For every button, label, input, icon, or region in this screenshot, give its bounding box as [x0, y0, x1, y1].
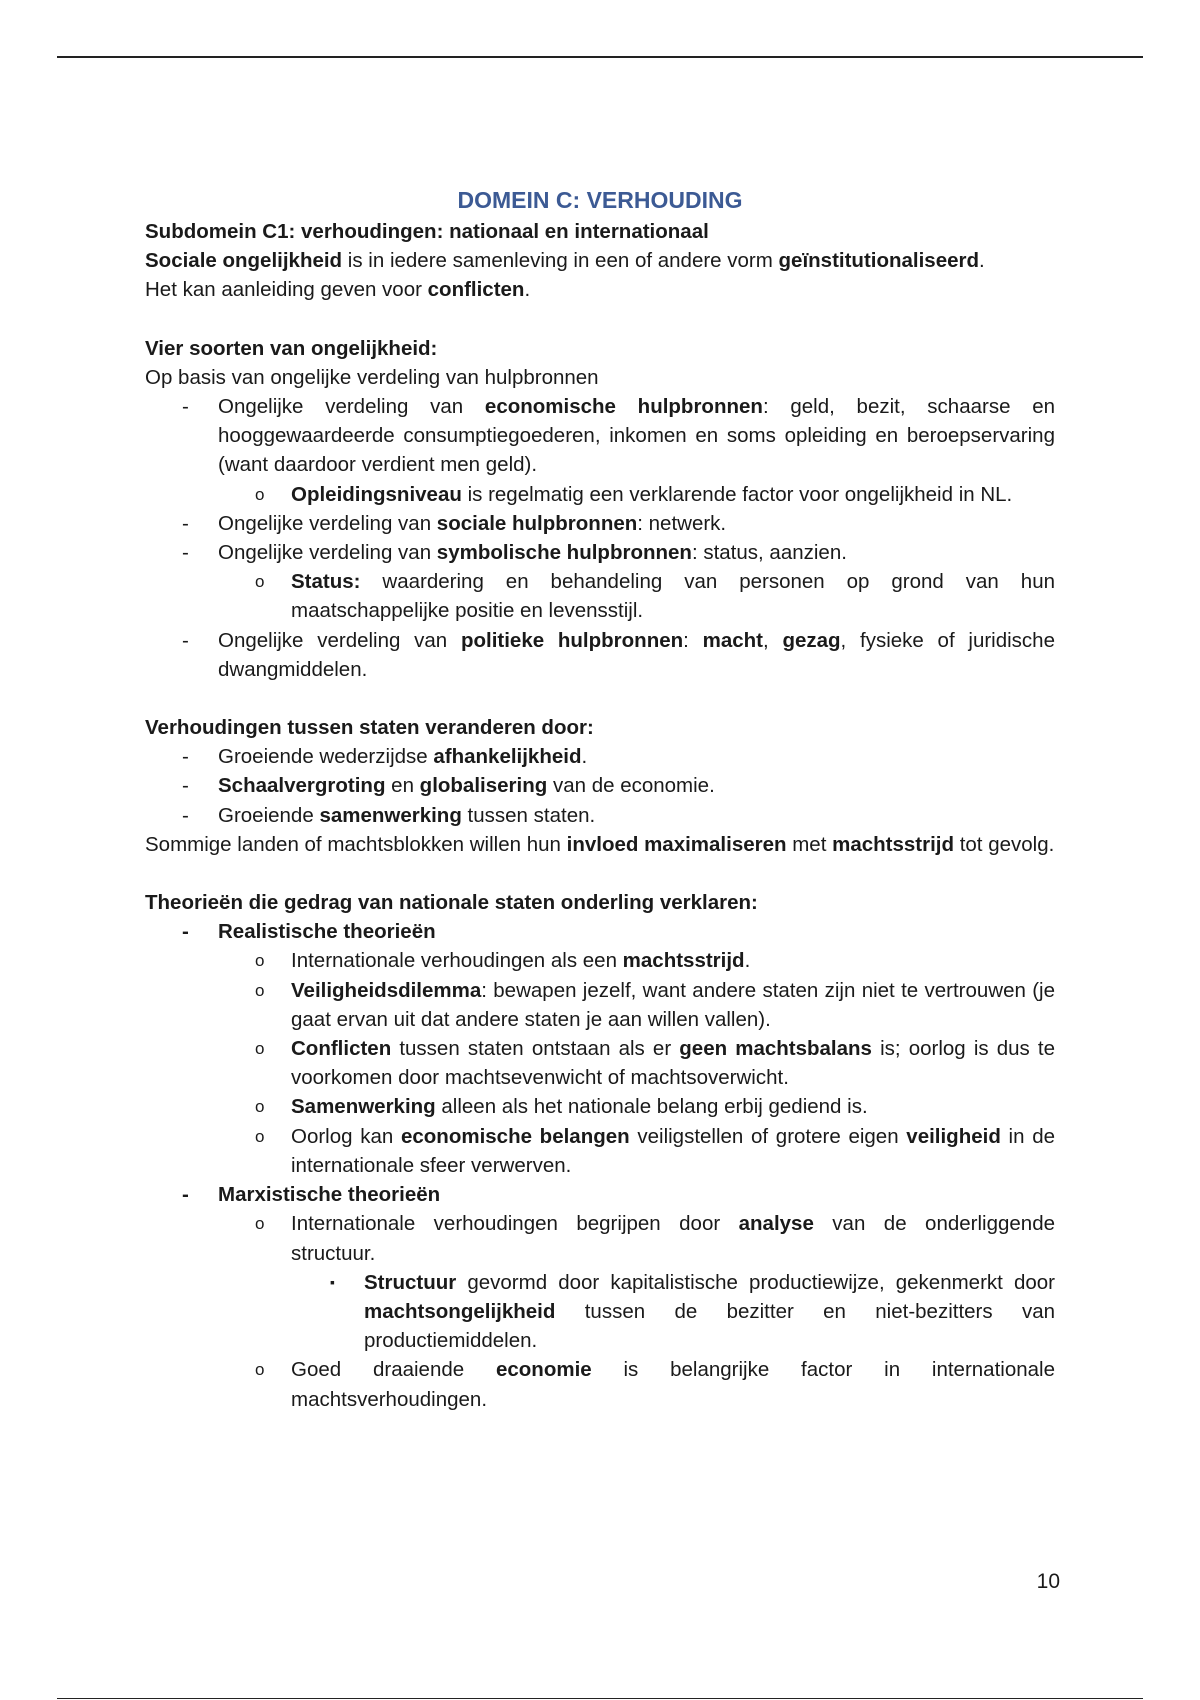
- circle-bullet: o: [255, 484, 265, 504]
- circle-bullet: o: [255, 1039, 265, 1059]
- section-heading-staten: Verhoudingen tussen staten veranderen door:: [145, 716, 594, 740]
- dash-bullet: -: [182, 803, 189, 827]
- list-item: o Goed draaiende economie is belangrijke factor in internationale machtsverhoudingen.: [145, 1355, 1055, 1413]
- dash-bullet: -: [182, 628, 189, 652]
- ongelijkheid-lead: Op basis van ongelijke verdeling van hulpbronnen: [145, 365, 599, 389]
- circle-bullet: o: [255, 1214, 265, 1234]
- dash-bullet: -: [182, 395, 189, 419]
- circle-bullet: o: [255, 1126, 265, 1146]
- list-item: - Ongelijke verdeling van symbolische hulpbronnen: status, aanzien.: [145, 538, 1055, 567]
- list-item: - Ongelijke verdeling van politieke hulpbronnen: macht, gezag, fysieke of juridische dwangmiddelen.: [145, 626, 1055, 684]
- list-item: - Groeiende samenwerking tussen staten.: [145, 801, 1055, 830]
- header-rule: [57, 56, 1143, 58]
- circle-bullet: o: [255, 572, 265, 592]
- section-heading-ongelijkheid: Vier soorten van ongelijkheid:: [145, 336, 438, 360]
- list-item: o Internationale verhoudingen als een machtsstrijd.: [145, 946, 1055, 975]
- section-heading-theorieen: Theorieën die gedrag van nationale staten onderling verklaren:: [145, 891, 758, 915]
- list-item: - Schaalvergroting en globalisering van de economie.: [145, 771, 1055, 800]
- subdomain-heading: Subdomein C1: verhoudingen: nationaal en internationaal: [145, 220, 709, 243]
- list-item: o Oorlog kan economische belangen veiligstellen of grotere eigen veiligheid in de internationale sfeer verwerven.: [145, 1122, 1055, 1180]
- list-item: o Opleidingsniveau is regelmatig een verklarende factor voor ongelijkheid in NL.: [145, 480, 1055, 509]
- document-body: [145, 185, 1055, 1414]
- intro-sentence-2: Het kan aanleiding geven voor conflicten.: [145, 278, 531, 302]
- list-item: - Ongelijke verdeling van economische hulpbronnen: geld, bezit, schaarse en hooggewaardeerde consumptiegoederen, inkomen en soms opleiding en beroepservaring (want daardoor verdient men geld).: [145, 392, 1055, 480]
- page-title: DOMEIN C: VERHOUDING: [457, 187, 743, 213]
- list-item: - Groeiende wederzijdse afhankelijkheid.: [145, 742, 1055, 771]
- intro-sentence-1: Sociale ongelijkheid is in iedere samenleving in een of andere vorm geïnstitutionaliseerd.: [145, 249, 985, 273]
- list-item: o Veiligheidsdilemma: bewapen jezelf, want andere staten zijn niet te vertrouwen (je gaat ervan uit dat andere staten je aan willen vallen).: [145, 976, 1055, 1034]
- staten-paragraph: Sommige landen of machtsblokken willen hun invloed maximaliseren met machtsstrijd tot gevolg.: [145, 832, 1055, 856]
- circle-bullet: o: [255, 951, 265, 971]
- list-item: - Ongelijke verdeling van sociale hulpbronnen: netwerk.: [145, 509, 1055, 538]
- footer-rule: [57, 1698, 1143, 1699]
- dash-bullet: -: [182, 745, 189, 769]
- page-number: 10: [1036, 1570, 1060, 1593]
- dash-bullet: -: [182, 1183, 189, 1207]
- list-item: ▪ Structuur gevormd door kapitalistische productiewijze, gekenmerkt door machtsongelijkheid tussen de bezitter en niet-bezitters van productiemiddelen.: [145, 1268, 1055, 1356]
- dash-bullet: -: [182, 920, 189, 944]
- circle-bullet: o: [255, 1360, 265, 1380]
- list-item: - Marxistische theorieën: [145, 1180, 1055, 1209]
- circle-bullet: o: [255, 1097, 265, 1117]
- list-item: o Internationale verhoudingen begrijpen door analyse van de onderliggende structuur.: [145, 1209, 1055, 1267]
- square-bullet: ▪: [330, 1273, 335, 1290]
- list-item: - Realistische theorieën: [145, 917, 1055, 946]
- list-item: o Samenwerking alleen als het nationale belang erbij gediend is.: [145, 1092, 1055, 1121]
- list-item: o Conflicten tussen staten ontstaan als er geen machtsbalans is; oorlog is dus te voorkomen door machtsevenwicht of machtsoverwicht.: [145, 1034, 1055, 1092]
- circle-bullet: o: [255, 980, 265, 1000]
- dash-bullet: -: [182, 541, 189, 565]
- dash-bullet: -: [182, 511, 189, 535]
- list-item: o Status: waardering en behandeling van personen op grond van hun maatschappelijke positie en levensstijl.: [145, 567, 1055, 625]
- dash-bullet: -: [182, 774, 189, 798]
